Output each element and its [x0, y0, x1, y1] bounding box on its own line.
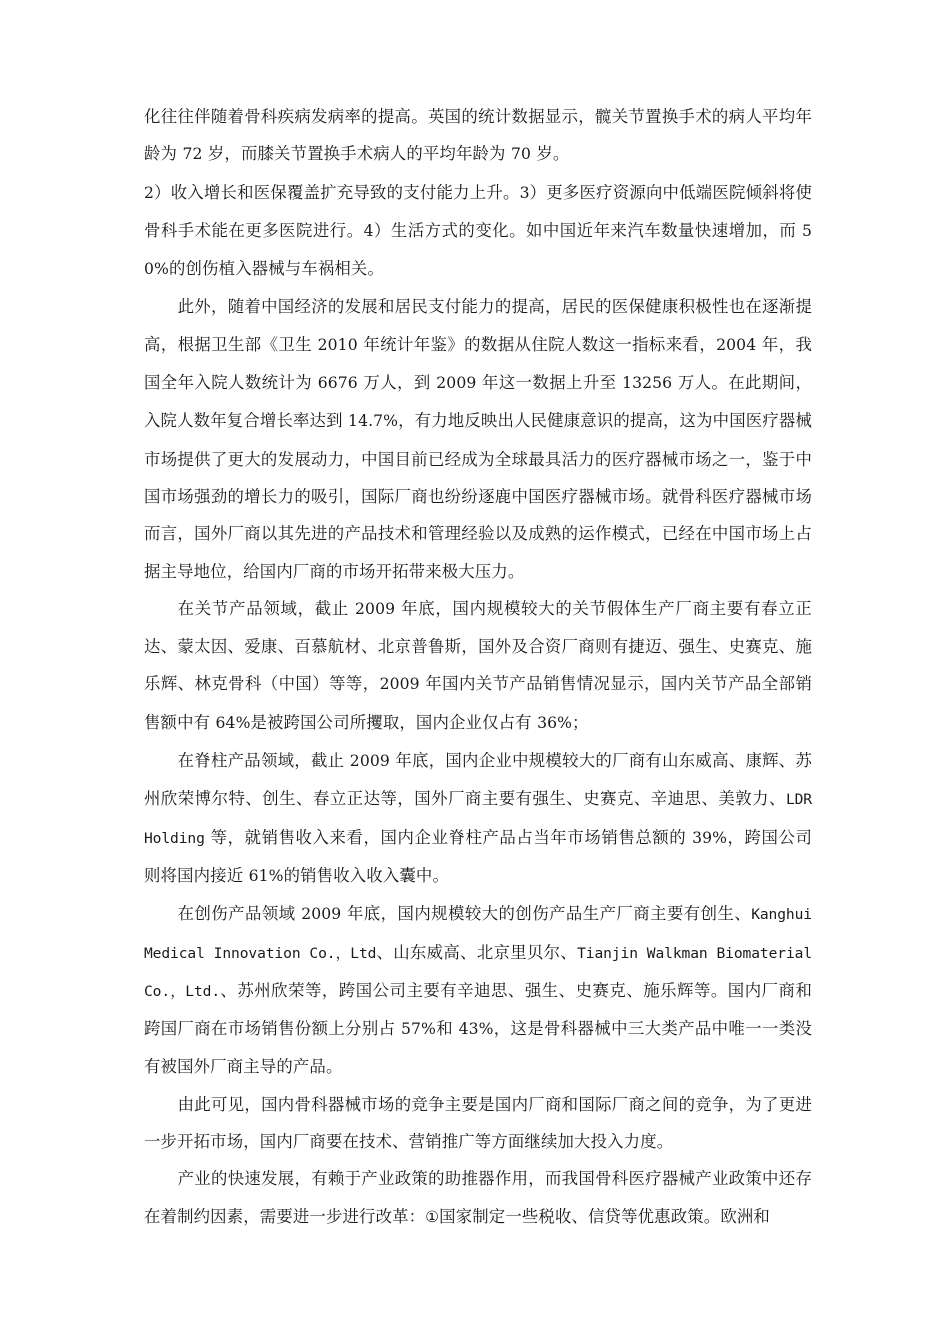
- paragraph-hip-knee-replacement-ages: 化往往伴随着骨科疾病发病率的提高。英国的统计数据显示，髋关节置换手术的病人平均年龄为 72 岁，而膝关节置换手术病人的平均年龄为 70 岁。: [144, 107, 812, 164]
- paragraph-numbered-growth-drivers: 2）收入增长和医保覆盖扩充导致的支付能力上升。3）更多医疗资源向中低端医院倾斜将使骨科手术能在更多医院进行。4）生活方式的变化。如中国近年来汽车数量快速增加，而 50%的创伤植入器械与车祸相关。: [144, 182, 813, 279]
- paragraph-competition-conclusion: 由此可见，国内骨科器械市场的竞争主要是国内厂商和国际厂商之间的竞争，为了更进一步开拓市场，国内厂商要在技术、营销推广等方面继续加大投入力度。: [144, 1094, 812, 1152]
- paragraph-trauma-products-market: 在创伤产品领域 2009 年底，国内规模较大的创伤产品生产厂商主要有创生、Kanghui Medical Innovation Co.，Ltd、山东威高、北京里贝尔、Tianjin Walkman Biomaterial Co.，Ltd.、苏州欣荣等，跨国公司主要有辛迪思、强生、史赛克、施乐辉等。国内厂商和跨国厂商在市场销售份额上分别占 57%和 43%，这是骨科器械中三大类产品中唯一一类没有被国外厂商主导的产品。: [144, 904, 813, 1077]
- paragraph-industry-policy-reform: 产业的快速发展，有赖于产业政策的助推器作用，而我国骨科医疗器械产业政策中还存在着制约因素，需要进一步进行改革：①国家制定一些税收、信贷等优惠政策。欧洲和: [144, 1169, 812, 1226]
- paragraph-spine-products-market: 在脊柱产品领域，截止 2009 年底，国内企业中规模较大的厂商有山东威高、康辉、苏州欣荣博尔特、创生、春立正达等，国外厂商主要有强生、史赛克、辛迪思、美敦力、LDR Holding 等，就销售收入来看，国内企业脊柱产品占当年市场销售总额的 39%，跨国公司则将国内接近 61%的销售收入收入囊中。: [144, 751, 813, 885]
- paragraph-joint-products-market: 在关节产品领域，截止 2009 年底，国内规模较大的关节假体生产厂商主要有春立正达、蒙太因、爱康、百慕航材、北京普鲁斯，国外及合资厂商则有捷迈、强生、史赛克、施乐辉、林克骨科（中国）等等，2009 年国内关节产品销售情况显示，国内关节产品全部销售额中有 64%是被跨国公司所攫取，国内企业仅占有 36%；: [144, 598, 812, 732]
- paragraph-payment-capacity-and-inpatients: 此外，随着中国经济的发展和居民支付能力的提高，居民的医保健康积极性也在逐渐提高，根据卫生部《卫生 2010 年统计年鉴》的数据从住院人数这一指标来看，2004 年，我国全年入院人数统计为 6676 万人，到 2009 年这一数据上升至 13256 万人。在此期间，入院人数年复合增长率达到 14.7%，有力地反映出人民健康意识的提高，这为中国医疗器械市场提供了更大的发展动力，中国目前已经成为全球最具活力的医疗器械市场之一，鉴于中国市场强劲的增长力的吸引，国际厂商也纷纷逐鹿中国医疗器械市场。就骨科医疗器械市场而言，国外厂商以其先进的产品技术和管理经验以及成熟的运作模式，已经在中国市场上占据主导地位，给国内厂商的市场开拓带来极大压力。: [144, 297, 812, 581]
- body-text-column: [144, 98, 812, 1236]
